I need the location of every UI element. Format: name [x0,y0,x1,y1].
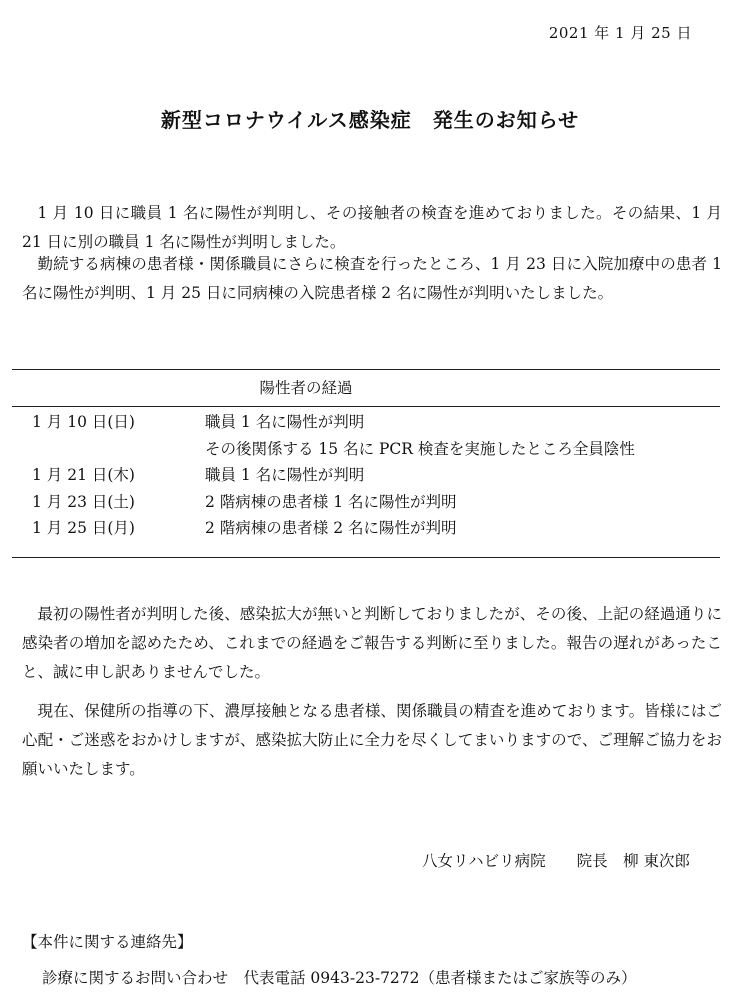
table-row [12,515,720,542]
row-text: 2 階病棟の患者様 2 名に陽性が判明 [205,519,457,537]
row-date: 1 月 25 日(月) [32,519,135,537]
table-row [12,409,720,436]
closing-paragraph-2: 現在、保健所の指導の下、濃厚接触となる患者様、関係職員の精査を進めております。皆様にはご心配・ご迷惑をおかけしますが、感染拡大防止に全力を尽くしてまいりますので、ご理解ご協力をお願いいたします。 [22,702,722,778]
closing-paragraph-1: 最初の陽性者が判明した後、感染拡大が無いと判断しておりましたが、その後、上記の経過通りに感染者の増加を認めたため、これまでの経過をご報告する判断に至りました。報告の遅れがあったこと、誠に申し訳ありませんでした。 [22,605,722,681]
table-rows [12,407,720,557]
table-bottom-rule [12,557,720,558]
row-text: 職員 1 名に陽性が判明 [205,413,365,431]
row-text: 2 階病棟の患者様 1 名に陽性が判明 [205,492,457,511]
contact-heading: 【本件に関する連絡先】 [22,933,193,951]
table-heading: 陽性者の経過 [259,379,353,397]
row-text: 職員 1 名に陽性が判明 [205,466,365,484]
table-row [12,462,720,489]
intro-paragraph-1: 1 月 10 日に職員 1 名に陽性が判明し、その接触者の検査を進めておりました。その結果、1 月 21 日に別の職員 1 名に陽性が判明しました。 [22,204,722,251]
row-date [12,436,205,463]
row-text: その後関係する 15 名に PCR 検査を実施したところ全員陰性 [205,439,635,458]
row-date: 1 月 23 日(土) [32,492,135,511]
contact-line: 診療に関するお問い合わせ 代表電話 0943-23-7272（患者様またはご家族等のみ） [42,969,637,987]
issue-date: 2021 年 1 月 25 日 [548,24,692,42]
row-date: 1 月 21 日(木) [32,466,135,484]
signature: 八女リハビリ病院 院長 柳 東次郎 [422,852,690,870]
table-row [12,436,720,463]
progress-table [12,369,720,558]
page-title: 新型コロナウイルス感染症 発生のお知らせ [160,108,580,132]
row-date: 1 月 10 日(日) [32,413,135,431]
table-row [12,489,720,516]
intro-paragraph-2: 勤続する病棟の患者様・関係職員にさらに検査を行ったところ、1 月 23 日に入院加療中の患者 1 名に陽性が判明、1 月 25 日に同病棟の入院患者様 2 名に陽性が判明いたしました。 [22,255,722,302]
